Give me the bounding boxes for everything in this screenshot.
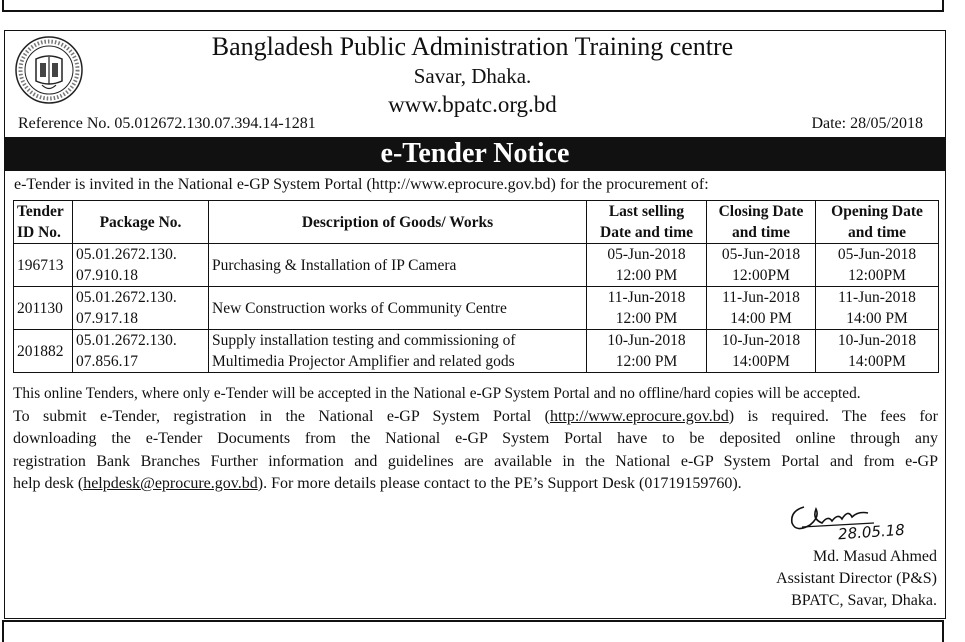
notice-title-banner: e-Tender Notice (4, 137, 946, 171)
notice-date: Date: 28/05/2018 (811, 115, 923, 132)
table-header-row (14, 201, 939, 244)
eprocure-link[interactable]: http://www.eprocure.gov.bd (549, 407, 729, 425)
last-selling: 10-Jun-2018 12:00 PM (587, 330, 707, 373)
header-closing: Closing Date and time (707, 201, 816, 244)
organization-name: Bangladesh Public Administration Training centre (211, 32, 734, 61)
last-selling: 05-Jun-2018 12:00 PM (587, 244, 707, 287)
body-line: help desk (helpdesk@eprocure.gov.bd). For more details please contact to the PE’s Support Desk (01719159760). (13, 475, 742, 492)
signatory-name: Md. Masud Ahmed (813, 548, 937, 565)
opening: 10-Jun-2018 14:00PM (816, 330, 939, 373)
tender-id: 196713 (14, 244, 73, 287)
closing: 10-Jun-2018 14:00PM (707, 330, 816, 373)
signatory-office: BPATC, Savar, Dhaka. (791, 592, 937, 609)
reference-number: Reference No. 05.012672.130.07.394.14-1281 (18, 115, 316, 132)
signatory-block (776, 546, 937, 612)
header-last-selling: Last selling Date and time (587, 201, 707, 244)
organization-location: Savar, Dhaka. (413, 64, 532, 88)
package-no: 05.01.2672.130. 07.856.17 (73, 330, 209, 373)
last-selling: 11-Jun-2018 12:00 PM (587, 287, 707, 330)
body-line: To submit e-Tender, registration in the National e-GP System Portal (http://www.eprocure.gov.bd) is required. The fees for (13, 407, 938, 425)
notice-intro: e-Tender is invited in the National e-GP System Portal (http://www.eprocure.gov.bd) for the procurement of: (14, 176, 709, 193)
package-no: 05.01.2672.130. 07.917.18 (73, 287, 209, 330)
description: Purchasing & Installation of IP Camera (209, 244, 587, 287)
tender-id: 201130 (14, 287, 73, 330)
description: New Construction works of Community Centre (209, 287, 587, 330)
body-line: downloading the e-Tender Documents from the National e-GP System Portal have to be deposited online through any (13, 430, 938, 447)
table-row (14, 330, 939, 373)
previous-notice-frame (2, 0, 944, 12)
tender-table (13, 200, 939, 373)
closing: 11-Jun-2018 14:00 PM (707, 287, 816, 330)
next-notice-frame (2, 620, 944, 642)
organization-website: www.bpatc.org.bd (388, 92, 557, 117)
header-description: Description of Goods/ Works (209, 201, 587, 244)
header-tender-id: Tender ID No. (14, 201, 73, 244)
header-package: Package No. (73, 201, 209, 244)
header-opening: Opening Date and time (816, 201, 939, 244)
package-no: 05.01.2672.130. 07.910.18 (73, 244, 209, 287)
table-row (14, 244, 939, 287)
closing: 05-Jun-2018 12:00PM (707, 244, 816, 287)
table-row (14, 287, 939, 330)
helpdesk-email-link[interactable]: helpdesk@eprocure.gov.bd (83, 475, 258, 492)
body-line: registration Bank Branches Further information and guidelines are available in the National e-GP System Portal and from e-GP (13, 452, 938, 470)
handwritten-date: 28.05.18 (837, 520, 906, 544)
tender-id: 201882 (14, 330, 73, 373)
body-line: This online Tenders, where only e-Tender will be accepted in the National e-GP System Portal and no offline/hard copies will be accepted. (13, 385, 861, 402)
description: Supply installation testing and commissioning of Multimedia Projector Amplifier and related gods (209, 330, 587, 373)
opening: 11-Jun-2018 14:00 PM (816, 287, 939, 330)
signatory-title: Assistant Director (P&S) (776, 570, 937, 587)
bpatc-logo-emblem (14, 35, 84, 105)
notice-body (13, 383, 938, 496)
opening: 05-Jun-2018 12:00PM (816, 244, 939, 287)
